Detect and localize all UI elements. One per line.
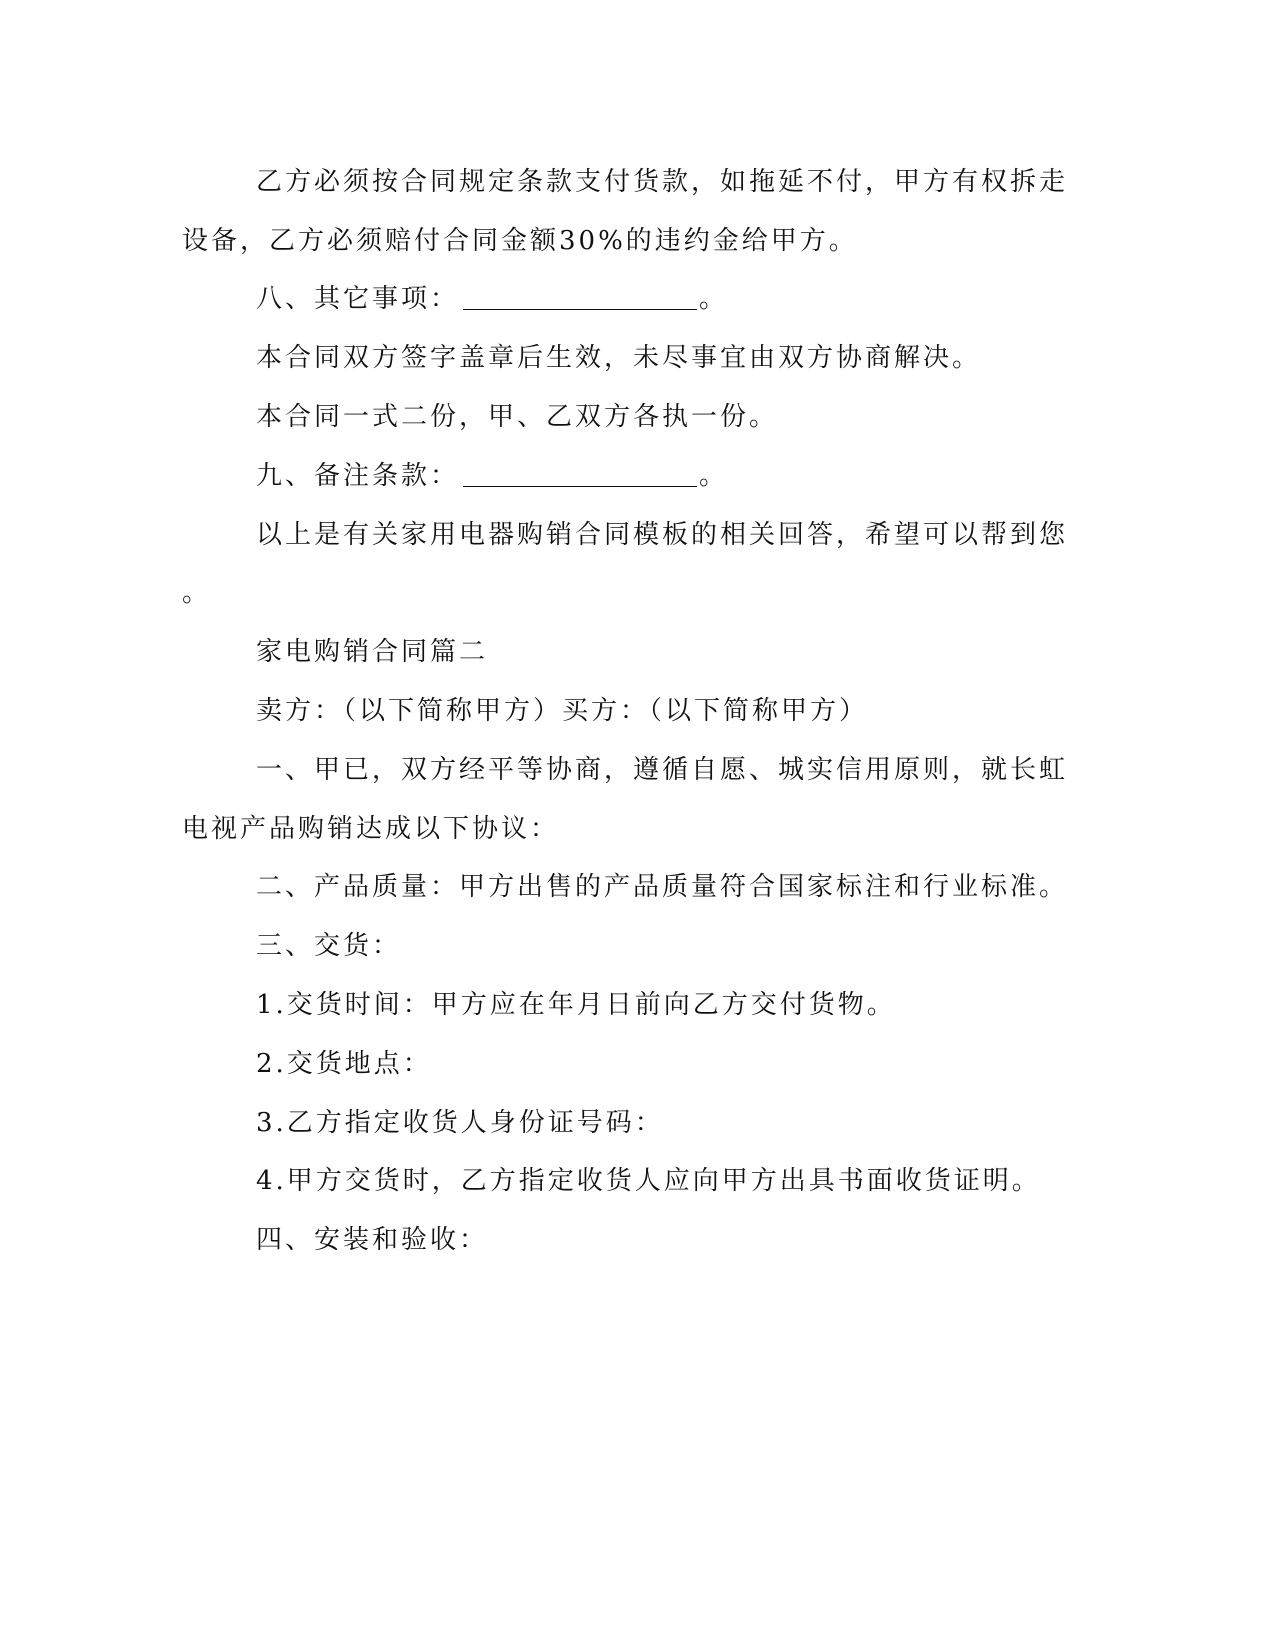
delivery-item: 2.交货地点： <box>256 1049 432 1079</box>
section-heading: 家电购销合同篇二 <box>256 637 489 667</box>
fill-in-blank[interactable] <box>463 462 697 487</box>
paragraph-line: 本合同双方签字盖章后生效，未尽事宜由双方协商解决。 <box>256 343 982 373</box>
clause-delivery-heading: 三、交货： <box>256 931 402 961</box>
clause-label: 九、备注条款： <box>256 461 460 491</box>
paragraph-line: 设备，乙方必须赔付合同金额30%的违约金给甲方。 <box>182 226 858 256</box>
paragraph-line: 电视产品购销达成以下协议： <box>182 814 560 844</box>
clause-installation-heading: 四、安装和验收： <box>256 1225 489 1255</box>
parties-line: 卖方：（以下简称甲方）买方：（以下简称甲方） <box>256 696 869 726</box>
delivery-item: 3.乙方指定收货人身份证号码： <box>256 1108 664 1138</box>
paragraph-line: 一、甲已，双方经平等协商，遵循自愿、城实信用原则，就长虹 <box>256 755 1069 785</box>
clause-quality: 二、产品质量：甲方出售的产品质量符合国家标注和行业标准。 <box>256 872 1069 902</box>
clause-eight-other-matters <box>256 284 728 314</box>
delivery-item: 4.甲方交货时，乙方指定收货人应向甲方出具书面收货证明。 <box>256 1166 1041 1196</box>
paragraph-line: 乙方必须按合同规定条款支付货款，如拖延不付，甲方有权拆走 <box>256 167 1069 197</box>
fill-in-blank[interactable] <box>463 285 697 310</box>
paragraph-line: 以上是有关家用电器购销合同模板的相关回答，希望可以帮到您 <box>256 520 1069 550</box>
clause-nine-remarks <box>256 461 728 491</box>
clause-end-punctuation: 。 <box>699 461 729 491</box>
paragraph-line: 本合同一式二份，甲、乙双方各执一份。 <box>256 402 779 432</box>
clause-end-punctuation: 。 <box>699 284 729 314</box>
delivery-item: 1.交货时间：甲方应在年月日前向乙方交付货物。 <box>256 990 896 1020</box>
paragraph-line: 。 <box>182 578 212 608</box>
clause-label: 八、其它事项： <box>256 284 460 314</box>
